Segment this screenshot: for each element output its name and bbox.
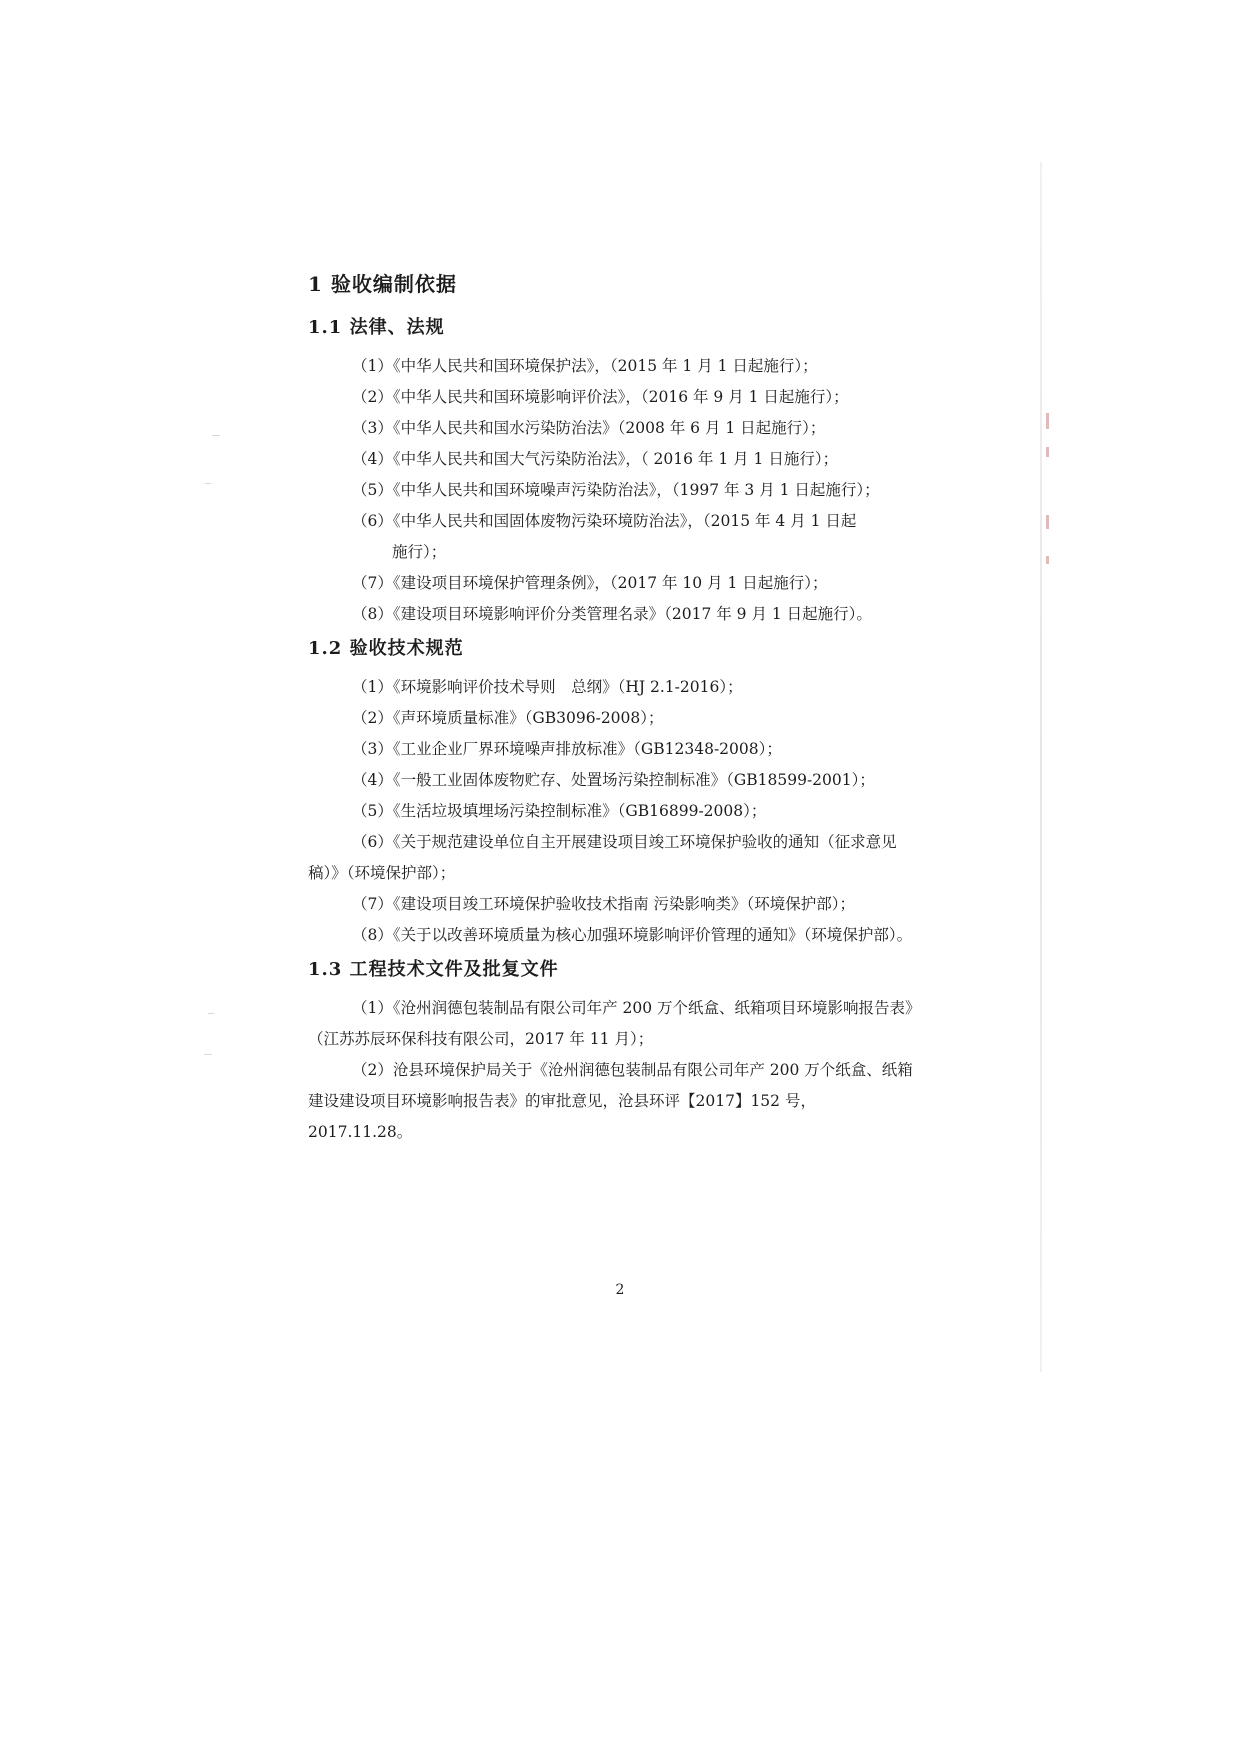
page-number: 2 — [615, 1282, 625, 1298]
scan-speck — [212, 435, 220, 436]
scan-speck — [208, 1013, 214, 1014]
section-heading: 1.3 工程技术文件及批复文件 — [308, 959, 559, 980]
list-item: （5）《中华人民共和国环境噪声污染防治法》，（1997 年 3 月 1 日起施行）； — [352, 481, 880, 499]
scan-red-mark — [1046, 447, 1049, 457]
list-item: （8）《关于以改善环境质量为核心加强环境影响评价管理的通知》（环境保护部）。 — [352, 926, 913, 944]
document-body — [308, 268, 914, 1152]
list-item: （7）《建设项目竣工环境保护验收技术指南 污染影响类》（环境保护部）； — [352, 895, 856, 913]
scan-red-mark — [1046, 413, 1049, 429]
list-item: （2）《声环境质量标准》（GB3096-2008）； — [352, 709, 664, 727]
scan-speck — [204, 1054, 212, 1055]
section-laws — [308, 313, 914, 630]
list-item: （5）《生活垃圾填埋场污染控制标准》（GB16899-2008）； — [352, 802, 767, 820]
list-item: （6）《关于规范建设单位自主开展建设项目竣工环境保护验收的通知（征求意见稿）》（环境保护部）； — [308, 833, 897, 882]
scan-red-mark — [1046, 515, 1049, 529]
list-item: （8）《建设项目环境影响评价分类管理名录》（2017 年 9 月 1 日起施行）。 — [352, 605, 872, 623]
list-item: （2）《中华人民共和国环境影响评价法》，（2016 年 9 月 1 日起施行）； — [352, 388, 849, 406]
section-heading: 1.1 法律、法规 — [308, 317, 445, 338]
list-item: （3）《工业企业厂界环境噪声排放标准》（GB12348-2008）； — [352, 740, 782, 758]
list-item: （1）《环境影响评价技术导则 总纲》（HJ 2.1-2016）； — [352, 678, 743, 696]
scan-speck — [205, 483, 211, 484]
list-item: （2）沧县环境保护局关于《沧州润德包装制品有限公司年产 200 万个纸盒、纸箱建设建设项目环境影响报告表》的审批意见，沧县环评【2017】152 号，2017.11.28。 — [308, 1061, 913, 1141]
list-item — [308, 506, 914, 568]
scan-red-mark — [1046, 556, 1049, 564]
list-item-continuation: 施行）； — [392, 543, 447, 561]
section-technical-standards — [308, 634, 914, 951]
list-item: （4）《一般工业固体废物贮存、处置场污染控制标准》（GB18599-2001）； — [352, 771, 875, 789]
list-item: （3）《中华人民共和国水污染防治法》（2008 年 6 月 1 日起施行）； — [352, 419, 826, 437]
list-item: （1）《中华人民共和国环境保护法》，（2015 年 1 月 1 日起施行）； — [352, 357, 818, 375]
list-item: （7）《建设项目环境保护管理条例》，（2017 年 10 月 1 日起施行）； — [352, 574, 828, 592]
chapter-heading: 1 验收编制依据 — [308, 272, 457, 296]
list-item: （1）《沧州润德包装制品有限公司年产 200 万个纸盒、纸箱项目环境影响报告表》（江苏苏辰环保科技有限公司，2017 年 11 月）； — [308, 999, 913, 1048]
section-engineering-documents — [308, 955, 914, 1148]
scan-edge-shadow — [1040, 162, 1042, 1372]
list-item: （4）《中华人民共和国大气污染防治法》，（ 2016 年 1 月 1 日施行）； — [352, 450, 839, 468]
list-item-text: （6）《中华人民共和国固体废物污染环境防治法》，（2015 年 4 月 1 日起 — [352, 512, 857, 530]
section-heading: 1.2 验收技术规范 — [308, 638, 464, 659]
